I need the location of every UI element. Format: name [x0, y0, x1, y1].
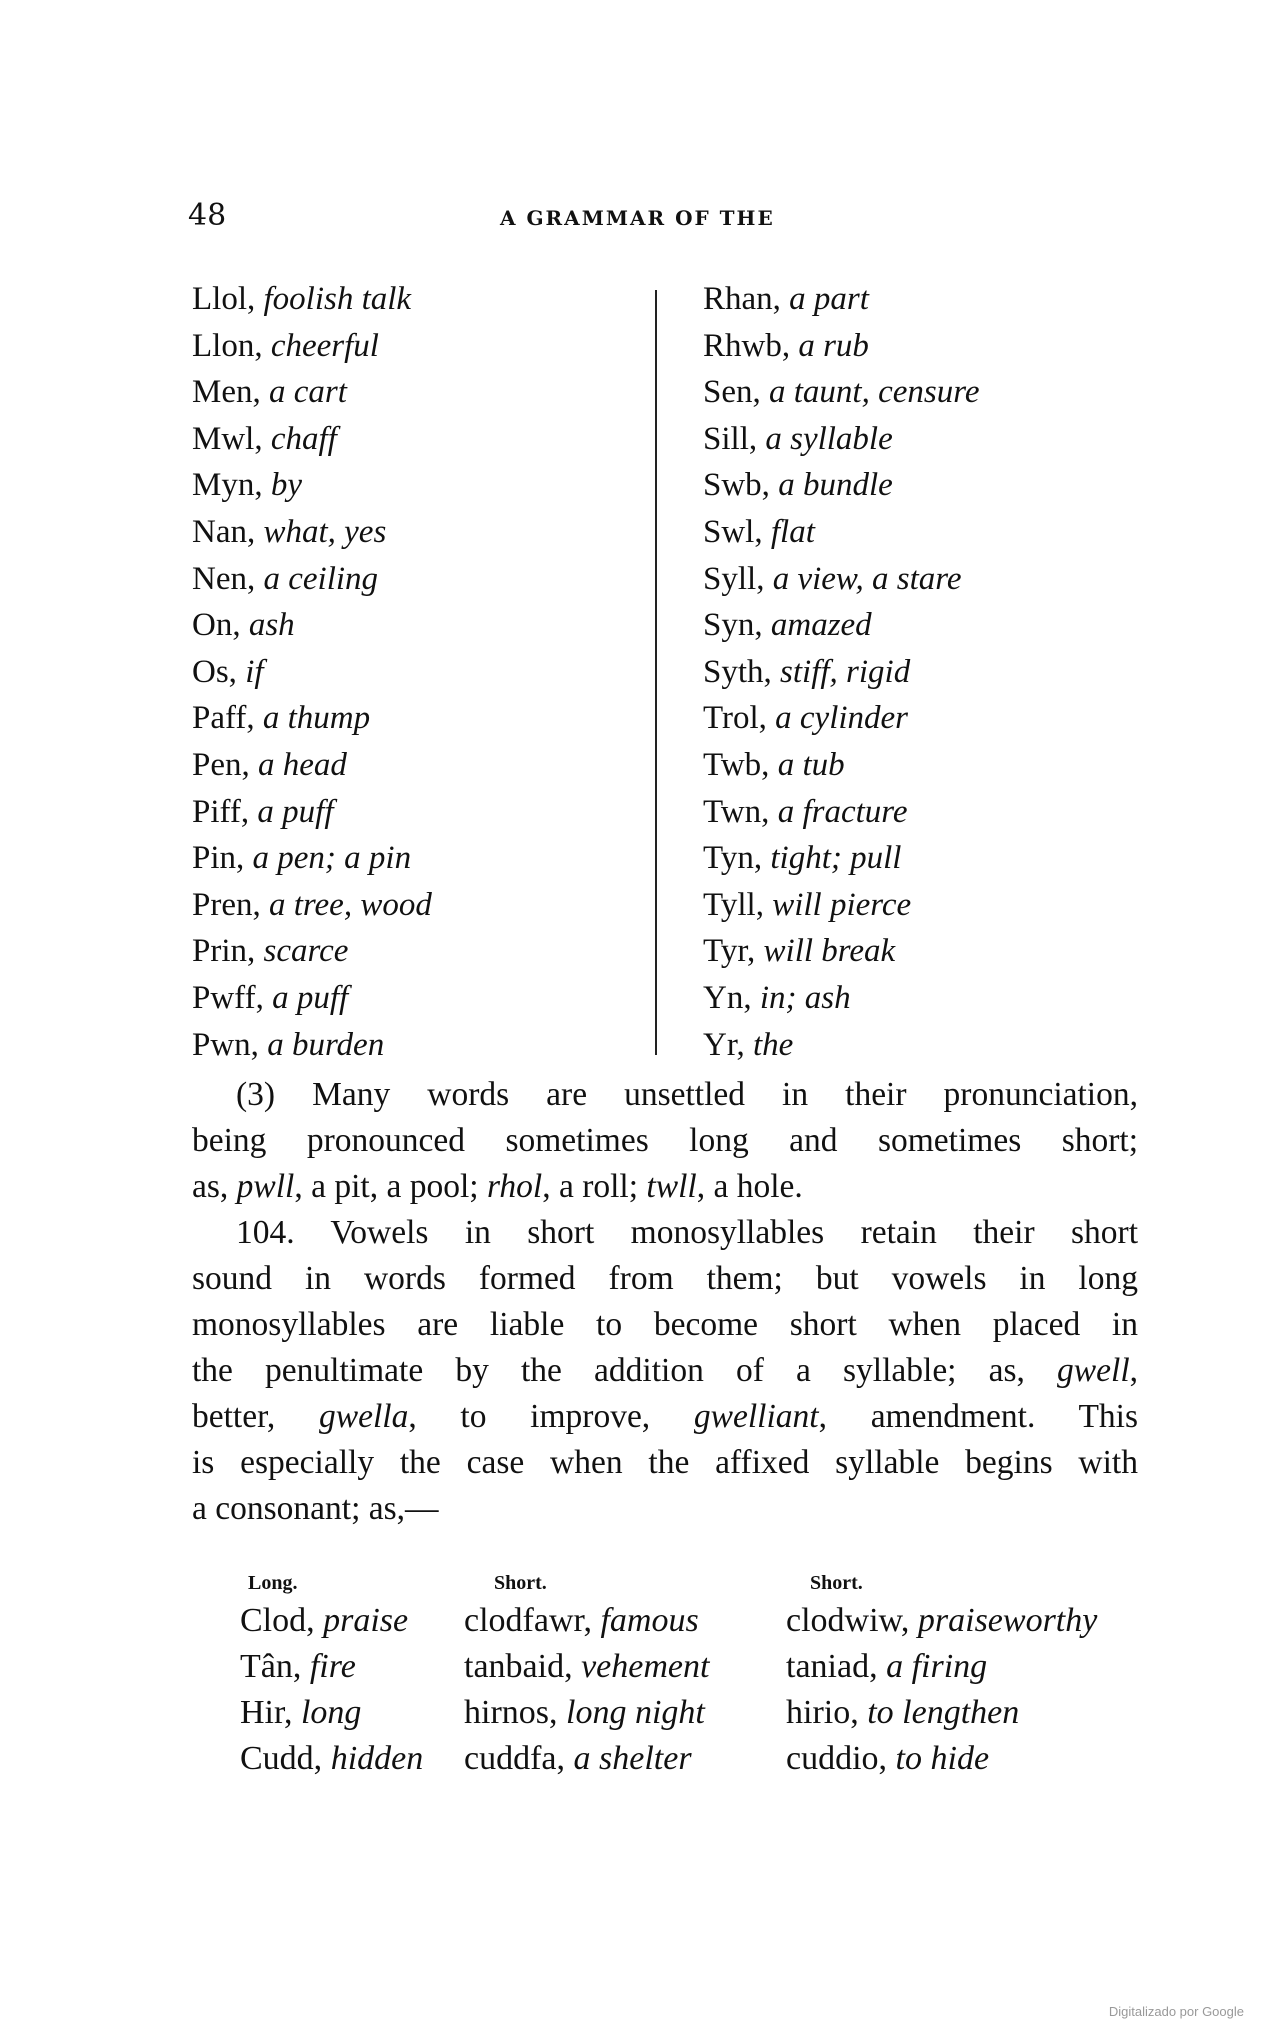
gloss: twll [646, 1168, 697, 1205]
gloss: gwelliant [693, 1398, 819, 1435]
gloss: a part [789, 281, 869, 317]
page-number: 48 [188, 198, 227, 233]
word-list-right [703, 276, 980, 1068]
word: Rhwb, [703, 327, 799, 364]
word-entry [703, 789, 980, 836]
word: Piff, [192, 793, 258, 830]
text-line: monosyllables are liable to become short when placed in [192, 1306, 1138, 1343]
text-line: is especially the case when the affixed syllable begins with [192, 1444, 1138, 1481]
gloss: stiff, rigid [780, 653, 911, 690]
text-line: 104. Vowels in short monosyllables retain their short [236, 1214, 1138, 1251]
word-entry [703, 556, 980, 603]
gloss: a view, a stare [772, 560, 962, 597]
word: hirnos, [464, 1694, 566, 1731]
table-cell [464, 1694, 705, 1732]
word: better, [192, 1398, 319, 1435]
gloss: will pierce [772, 886, 912, 923]
gloss: amazed [770, 607, 872, 644]
word-entry [192, 835, 432, 882]
gloss: in; ash [759, 979, 851, 1016]
word: Tyn, [703, 840, 771, 877]
gloss: a tub [777, 746, 845, 783]
table-cell [240, 1740, 423, 1778]
word-entry [703, 882, 980, 929]
gloss: a head [258, 746, 347, 783]
gloss: tight; pull [770, 840, 902, 877]
gloss: a rub [798, 327, 869, 364]
gloss: to hide [895, 1740, 990, 1777]
running-title: A GRAMMAR OF THE [500, 206, 775, 230]
word-entry [703, 649, 980, 696]
text-line: a consonant; as,— [192, 1490, 439, 1527]
gloss: fire [309, 1648, 356, 1685]
word: , a hole. [696, 1168, 803, 1205]
word-entry [192, 1022, 432, 1069]
gloss: to lengthen [867, 1694, 1020, 1731]
word-entry [192, 276, 432, 323]
gloss: a tree, wood [269, 886, 432, 923]
word-entry [703, 742, 980, 789]
word: Swl, [703, 513, 771, 550]
text-line [192, 1348, 1138, 1394]
word-entry [703, 323, 980, 370]
word: Nan, [192, 513, 264, 550]
gloss: what, yes [263, 513, 387, 550]
word-entry [703, 416, 980, 463]
gloss: praiseworthy [917, 1602, 1098, 1639]
text-line [192, 1164, 1138, 1210]
body-text [192, 1072, 1138, 1532]
word-entry [192, 975, 432, 1022]
word-entry [703, 928, 980, 975]
text-line: being pronounced sometimes long and sometimes short; [192, 1122, 1138, 1159]
gloss: scarce [263, 933, 349, 970]
gloss: cheerful [270, 327, 379, 364]
table-cell [786, 1602, 1097, 1640]
word-entry [192, 928, 432, 975]
gloss: a firing [886, 1648, 988, 1685]
word: , [1129, 1352, 1138, 1389]
text-line: (3) Many words are unsettled in their pronunciation, [236, 1076, 1138, 1113]
word: Clod, [240, 1602, 324, 1639]
word-entry [192, 695, 432, 742]
gloss: flat [770, 513, 815, 550]
word: Trol, [703, 700, 776, 737]
word: Hir, [240, 1694, 301, 1731]
word-entry [192, 742, 432, 789]
table-cell [786, 1648, 987, 1686]
gloss: a bundle [778, 467, 893, 504]
word: Swb, [703, 467, 779, 504]
word: hirio, [786, 1694, 868, 1731]
gloss: a ceiling [263, 560, 379, 597]
word: Os, [192, 653, 246, 690]
gloss: rhol [486, 1168, 543, 1205]
word: , to improve, [408, 1398, 694, 1435]
word-entry [703, 835, 980, 882]
word: Pwn, [192, 1026, 268, 1063]
word-entry [703, 462, 980, 509]
column-divider [655, 290, 657, 1055]
word-entry [703, 695, 980, 742]
word: Sen, [703, 374, 769, 411]
word: Tyll, [703, 886, 773, 923]
word: Prin, [192, 933, 264, 970]
gloss: a cart [269, 374, 347, 411]
gloss: long [300, 1694, 362, 1731]
word: Twb, [703, 746, 778, 783]
word: Syn, [703, 607, 771, 644]
word: Yr, [703, 1026, 753, 1063]
word: Yn, [703, 979, 760, 1016]
word-entry [703, 1022, 980, 1069]
word: On, [192, 607, 249, 644]
word: , a pit, a pool; [294, 1168, 487, 1205]
word: tanbaid, [464, 1648, 582, 1685]
word: cuddio, [786, 1740, 896, 1777]
text-line: sound in words formed from them; but vowels in long [192, 1260, 1138, 1297]
word-entry [703, 509, 980, 556]
gloss: a puff [257, 793, 334, 830]
word: Syth, [703, 653, 781, 690]
table-cell [464, 1602, 699, 1640]
word: Rhan, [703, 281, 790, 317]
word: Sill, [703, 420, 766, 457]
gloss: a puff [272, 979, 349, 1016]
word: Myn, [192, 467, 271, 504]
table-header: Long. [248, 1572, 298, 1594]
word: , a roll; [542, 1168, 647, 1205]
table-header: Short. [494, 1572, 547, 1594]
word-entry [192, 602, 432, 649]
table-cell [240, 1648, 356, 1686]
word-entry [192, 556, 432, 603]
gloss: chaff [270, 420, 337, 457]
word: Nen, [192, 560, 264, 597]
word-entry [192, 462, 432, 509]
gloss: ash [248, 607, 295, 644]
word-entry [192, 323, 432, 370]
word: clodwiw, [786, 1602, 918, 1639]
word-entry [703, 602, 980, 649]
word: the penultimate by the addition of a syllable; as, [192, 1352, 1058, 1389]
word: Tyr, [703, 933, 764, 970]
gloss: a cylinder [775, 700, 909, 737]
word: Pwff, [192, 979, 273, 1016]
word: Cudd, [240, 1740, 331, 1777]
table-header: Short. [810, 1572, 863, 1594]
gloss: a fracture [777, 793, 908, 830]
word-entry [192, 882, 432, 929]
word-entry [192, 789, 432, 836]
gloss: will break [763, 933, 896, 970]
word-entry [703, 276, 980, 323]
word: Twn, [703, 793, 778, 830]
gloss: a taunt, censure [769, 374, 980, 411]
word: , amendment. This [818, 1398, 1139, 1435]
word-entry [192, 509, 432, 556]
gloss: the [753, 1026, 794, 1063]
gloss: pwll [236, 1168, 295, 1205]
gloss: gwella [319, 1398, 409, 1435]
word-entry [703, 975, 980, 1022]
table-cell [464, 1648, 709, 1686]
table-cell [240, 1694, 361, 1732]
word: Paff, [192, 700, 263, 737]
word: taniad, [786, 1648, 887, 1685]
gloss: a thump [262, 700, 371, 737]
word-entry [192, 649, 432, 696]
gloss: hidden [330, 1740, 424, 1777]
gloss: foolish talk [263, 281, 412, 317]
word-list-left [192, 276, 432, 1068]
gloss: long night [566, 1694, 705, 1731]
word: Men, [192, 374, 269, 411]
word: Llol, [192, 281, 264, 317]
gloss: a pen; a pin [252, 840, 412, 877]
word: Pren, [192, 886, 269, 923]
gloss: by [270, 467, 302, 504]
gloss: gwell [1057, 1352, 1130, 1389]
word-entry [703, 369, 980, 416]
word-entry [192, 369, 432, 416]
word: Pen, [192, 746, 258, 783]
word: Syll, [703, 560, 773, 597]
word: cuddfa, [464, 1740, 574, 1777]
word: Tân, [240, 1648, 310, 1685]
word: Llon, [192, 327, 271, 364]
gloss: a shelter [573, 1740, 692, 1777]
table-cell [786, 1740, 989, 1778]
table-cell [464, 1740, 692, 1778]
word: Pin, [192, 840, 253, 877]
gloss: famous [600, 1602, 699, 1639]
gloss: praise [323, 1602, 409, 1639]
gloss: a burden [267, 1026, 385, 1063]
text-line [192, 1394, 1138, 1440]
word: Mwl, [192, 420, 271, 457]
word: as, [192, 1168, 237, 1205]
gloss: a syllable [765, 420, 893, 457]
gloss: if [245, 653, 264, 690]
table-cell [786, 1694, 1019, 1732]
word-entry [192, 416, 432, 463]
watermark: Digitalizado por Google [1108, 2004, 1244, 2019]
gloss: vehement [581, 1648, 710, 1685]
table-cell [240, 1602, 408, 1640]
word: clodfawr, [464, 1602, 601, 1639]
